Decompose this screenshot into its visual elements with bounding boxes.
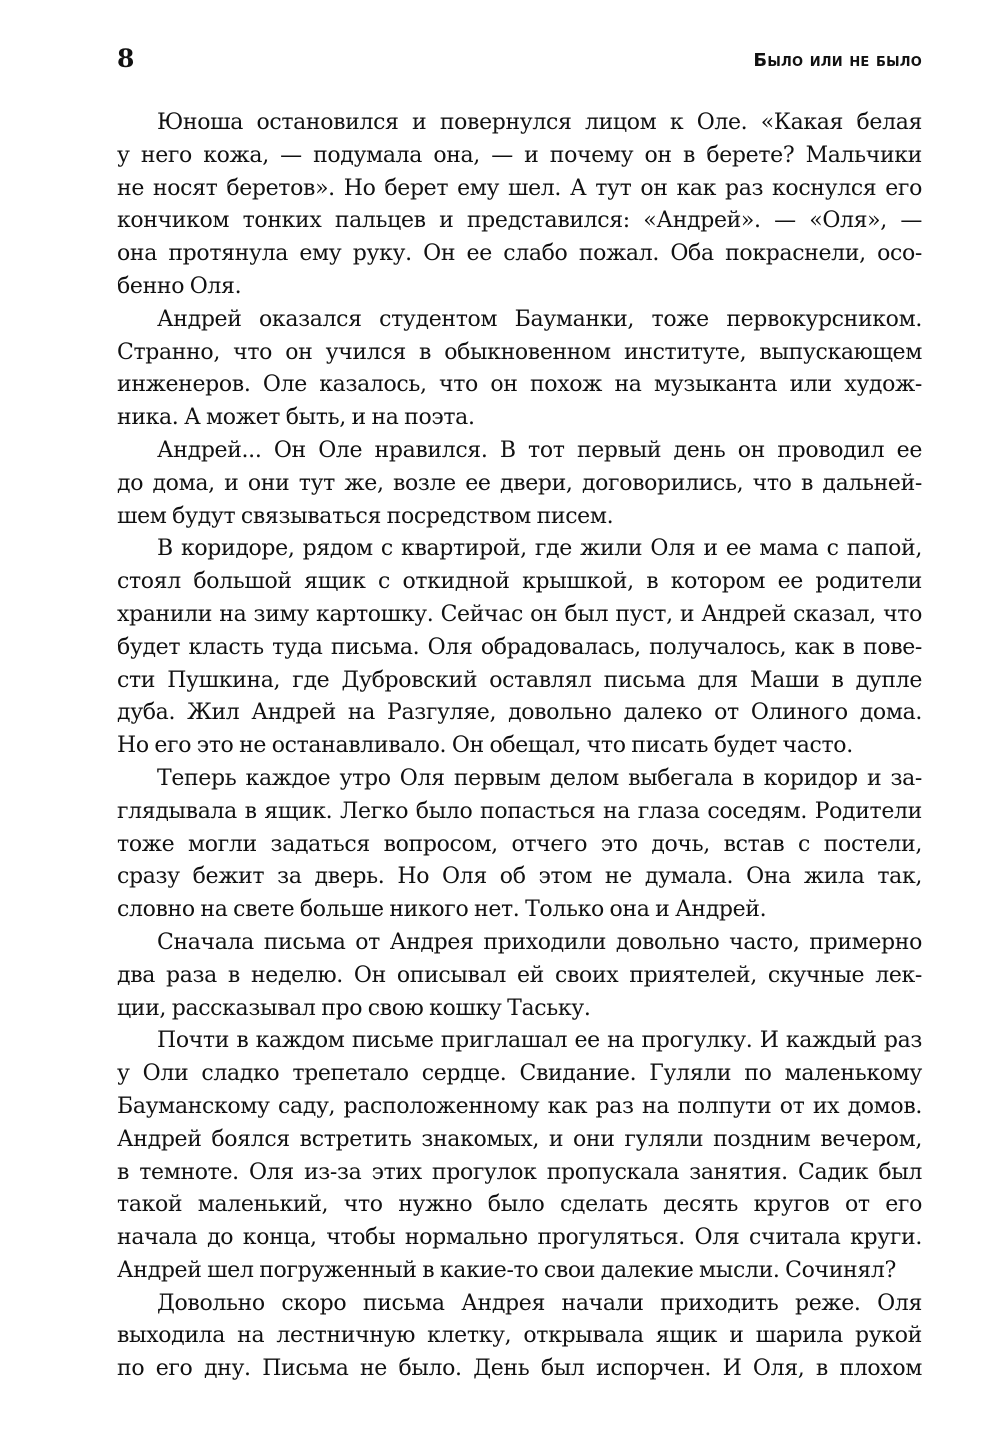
text-line: Довольно скоро письма Андрея начали приходить реже. Оля — [157, 1290, 922, 1316]
text-line: стоял большой ящик с откидной крышкой, в котором ее родители — [117, 569, 922, 595]
text-line: Странно, что он учился в обыкновенном институте, выпускающем — [117, 339, 922, 365]
text-line: сти Пушкина, где Дубровский оставлял письма для Маши в дупле — [117, 667, 922, 693]
text-line: до дома, и они тут же, возле ее двери, договорились, что в дальней- — [117, 470, 922, 496]
running-title: Было или не было — [753, 50, 922, 71]
paragraph — [117, 1288, 922, 1386]
text-line: инженеров. Оле казалось, что он похож на музыканта или худож- — [117, 372, 922, 398]
text-line: такой маленький, что нужно было сделать десять кругов от его — [117, 1192, 922, 1218]
text-line: тоже могли задаться вопросом, отчего это дочь, встав с постели, — [117, 831, 922, 857]
body-text — [117, 107, 922, 1386]
text-line: ции, рассказывал про свою кошку Таську. — [117, 995, 591, 1021]
text-line: Бауманскому саду, расположенному как раз на полпути от их домов. — [117, 1093, 922, 1119]
text-line: В коридоре, рядом с квартирой, где жили Оля и ее мама с папой, — [157, 536, 922, 562]
text-line: глядывала в ящик. Легко было попасться на глаза соседям. Родители — [117, 798, 922, 824]
text-line: выходила на лестничную клетку, открывала ящик и шарила рукой — [117, 1323, 922, 1349]
text-line: у него кожа, — подумала она, — и почему он в берете? Мальчики — [117, 142, 922, 168]
text-line: хранили на зиму картошку. Сейчас он был пуст, и Андрей сказал, что — [117, 601, 922, 627]
text-line: Юноша остановился и повернулся лицом к Оле. «Какая белая — [157, 110, 922, 135]
text-line: сразу бежит за дверь. Но Оля об этом не думала. Она жила так, — [117, 864, 922, 890]
paragraph — [117, 1025, 922, 1287]
text-line: в темноте. Оля из-за этих прогулок пропускала занятия. Садик был — [117, 1159, 922, 1185]
text-line: бенно Оля. — [117, 273, 242, 299]
page-number: 8 — [117, 44, 135, 73]
text-line: шем будут связываться посредством писем. — [117, 503, 614, 529]
text-line: Андрей оказался студентом Бауманки, тоже первокурсником. — [157, 306, 922, 332]
paragraph — [117, 435, 922, 533]
page-header — [117, 42, 922, 82]
text-line: дуба. Жил Андрей на Разгуляе, довольно далеко от Олиного дома. — [117, 700, 922, 726]
text-line: кончиком тонких пальцев и представился: «Андрей». — «Оля», — — [117, 208, 922, 234]
text-line: Теперь каждое утро Оля первым делом выбегала в коридор и за- — [157, 765, 922, 791]
paragraph — [117, 763, 922, 927]
text-line: у Оли сладко трепетало сердце. Свидание. Гуляли по маленькому — [117, 1061, 922, 1087]
text-line: Андрей боялся встретить знакомых, и они гуляли поздним вечером, — [117, 1126, 922, 1152]
text-line: Но его это не останавливало. Он обещал, что писать будет часто. — [117, 733, 853, 759]
paragraph — [117, 107, 922, 304]
text-line: она протянула ему руку. Он ее слабо пожал. Оба покраснели, осо- — [117, 241, 922, 267]
text-line: Андрей шел погруженный в какие-то свои далекие мысли. Сочинял? — [117, 1257, 896, 1283]
text-line: словно на свете больше никого нет. Только она и Андрей. — [117, 897, 767, 923]
paragraph — [117, 533, 922, 763]
paragraph — [117, 927, 922, 1025]
text-line: Почти в каждом письме приглашал ее на прогулку. И каждый раз — [157, 1028, 922, 1054]
text-line: два раза в неделю. Он описывал ей своих приятелей, скучные лек- — [117, 962, 922, 988]
paragraph — [117, 304, 922, 435]
text-line: ника. А может быть, и на поэта. — [117, 405, 475, 431]
text-line: начала до конца, чтобы нормально прогуляться. Оля считала круги. — [117, 1225, 922, 1251]
text-line: не носят беретов». Но берет ему шел. А тут он как раз коснулся его — [117, 175, 922, 201]
text-line: Сначала письма от Андрея приходили довольно часто, примерно — [157, 929, 922, 955]
text-line: по его дну. Письма не было. День был испорчен. И Оля, в плохом — [117, 1356, 922, 1382]
text-line: Андрей... Он Оле нравился. В тот первый день он проводил ее — [157, 437, 922, 463]
text-line: будет класть туда письма. Оля обрадовалась, получалось, как в пове- — [117, 634, 922, 660]
